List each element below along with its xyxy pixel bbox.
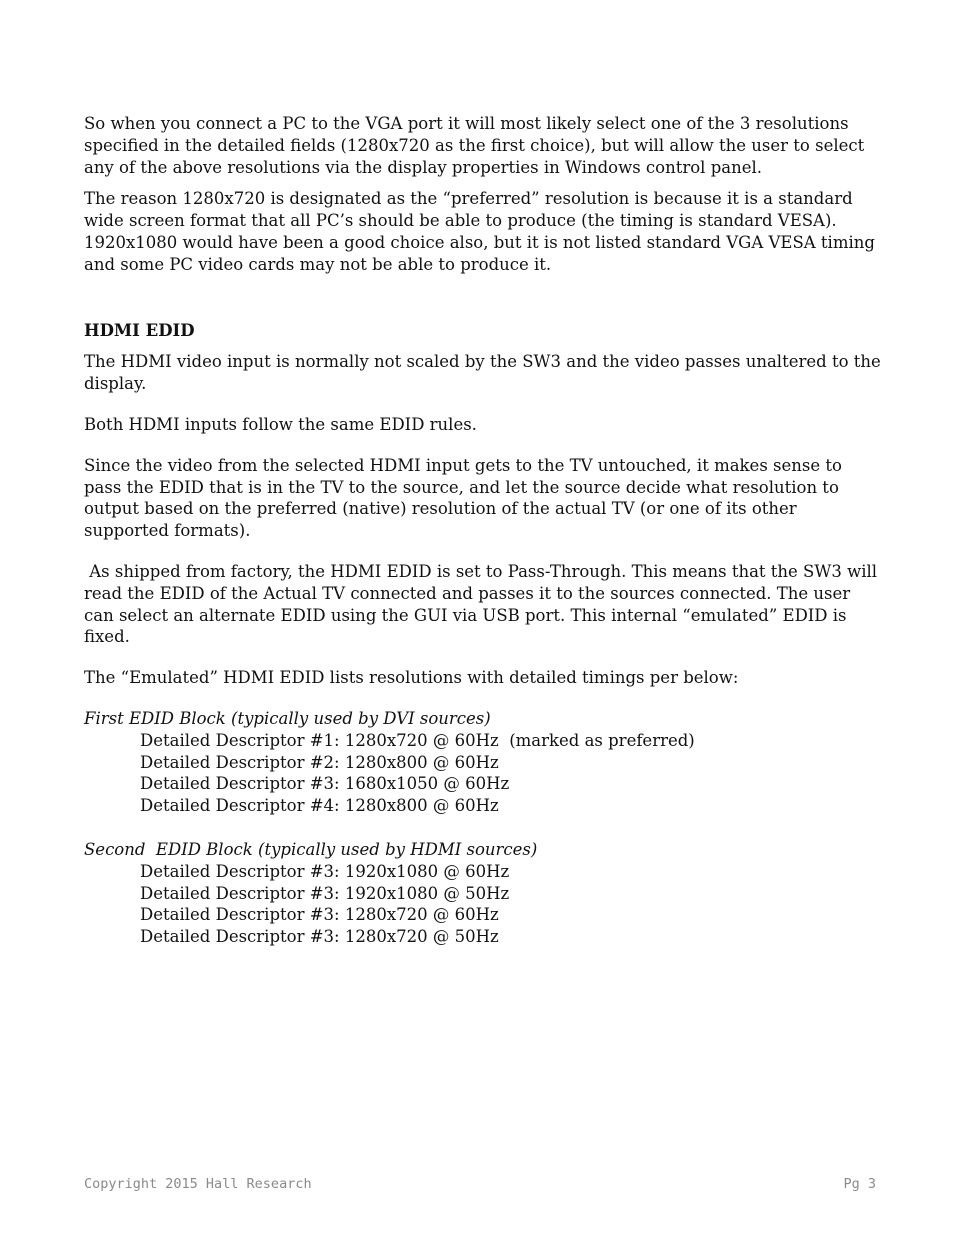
descriptor-line: Detailed Descriptor #3: 1680x1050 @ 60Hz <box>140 774 510 794</box>
hdmi-paragraph-5: The “Emulated” HDMI EDID lists resolutions with detailed timings per below: <box>84 668 739 688</box>
edid-block-first <box>84 708 884 817</box>
descriptor-line: Detailed Descriptor #3: 1920x1080 @ 60Hz <box>140 861 510 881</box>
vga-paragraph-1: So when you connect a PC to the VGA port it will most likely select one of the 3 resolutions specified in the detailed fields (1280x720 as the first choice), but will allow the user to select any of the above resolutions via the display properties in Windows control panel. <box>84 114 865 177</box>
hdmi-paragraph-1: The HDMI video input is normally not scaled by the SW3 and the video passes unaltered to the display. <box>84 352 881 394</box>
hdmi-paragraph-3: Since the video from the selected HDMI input gets to the TV untouched, it makes sense to pass the EDID that is in the TV to the source, and let the source decide what resolution to output based on the preferred (native) resolution of the actual TV (or one of its other supported formats). <box>84 455 842 541</box>
hdmi-paragraph-4: As shipped from factory, the HDMI EDID is set to Pass-Through. This means that the SW3 will read the EDID of the Actual TV connected and passes it to the sources connected. The user can select an alternate EDID using the GUI via USB port. This internal “emulated” EDID is fixed. <box>84 561 883 647</box>
vga-paragraph-2: The reason 1280x720 is designated as the “preferred” resolution is because it is a standard wide screen format that all PC’s should be able to produce (the timing is standard VESA). 1920x1080 would have been a good choice also, but it is not listed standard VGA VESA timing and some PC video cards may not be able to produce it. <box>84 189 875 274</box>
descriptor-line: Detailed Descriptor #4: 1280x800 @ 60Hz <box>140 796 499 816</box>
footer-page-number: Pg 3 <box>843 1176 876 1192</box>
footer-copyright: Copyright 2015 Hall Research <box>84 1176 312 1192</box>
descriptor-line: Detailed Descriptor #3: 1920x1080 @ 50Hz <box>140 883 510 903</box>
edid-block-title: First EDID Block (typically used by DVI sources) <box>84 708 491 728</box>
edid-block-second <box>84 839 884 948</box>
page-footer <box>84 1176 876 1192</box>
descriptor-line: Detailed Descriptor #1: 1280x720 @ 60Hz (marked as preferred) <box>140 730 695 750</box>
edid-block-title: Second EDID Block (typically used by HDMI sources) <box>84 839 538 859</box>
section-heading-hdmi-edid: HDMI EDID <box>84 320 195 340</box>
document-page <box>84 113 884 948</box>
descriptor-line: Detailed Descriptor #2: 1280x800 @ 60Hz <box>140 752 499 772</box>
hdmi-paragraph-2: Both HDMI inputs follow the same EDID rules. <box>84 414 477 434</box>
descriptor-line: Detailed Descriptor #3: 1280x720 @ 50Hz <box>140 927 499 947</box>
descriptor-line: Detailed Descriptor #3: 1280x720 @ 60Hz <box>140 905 499 925</box>
